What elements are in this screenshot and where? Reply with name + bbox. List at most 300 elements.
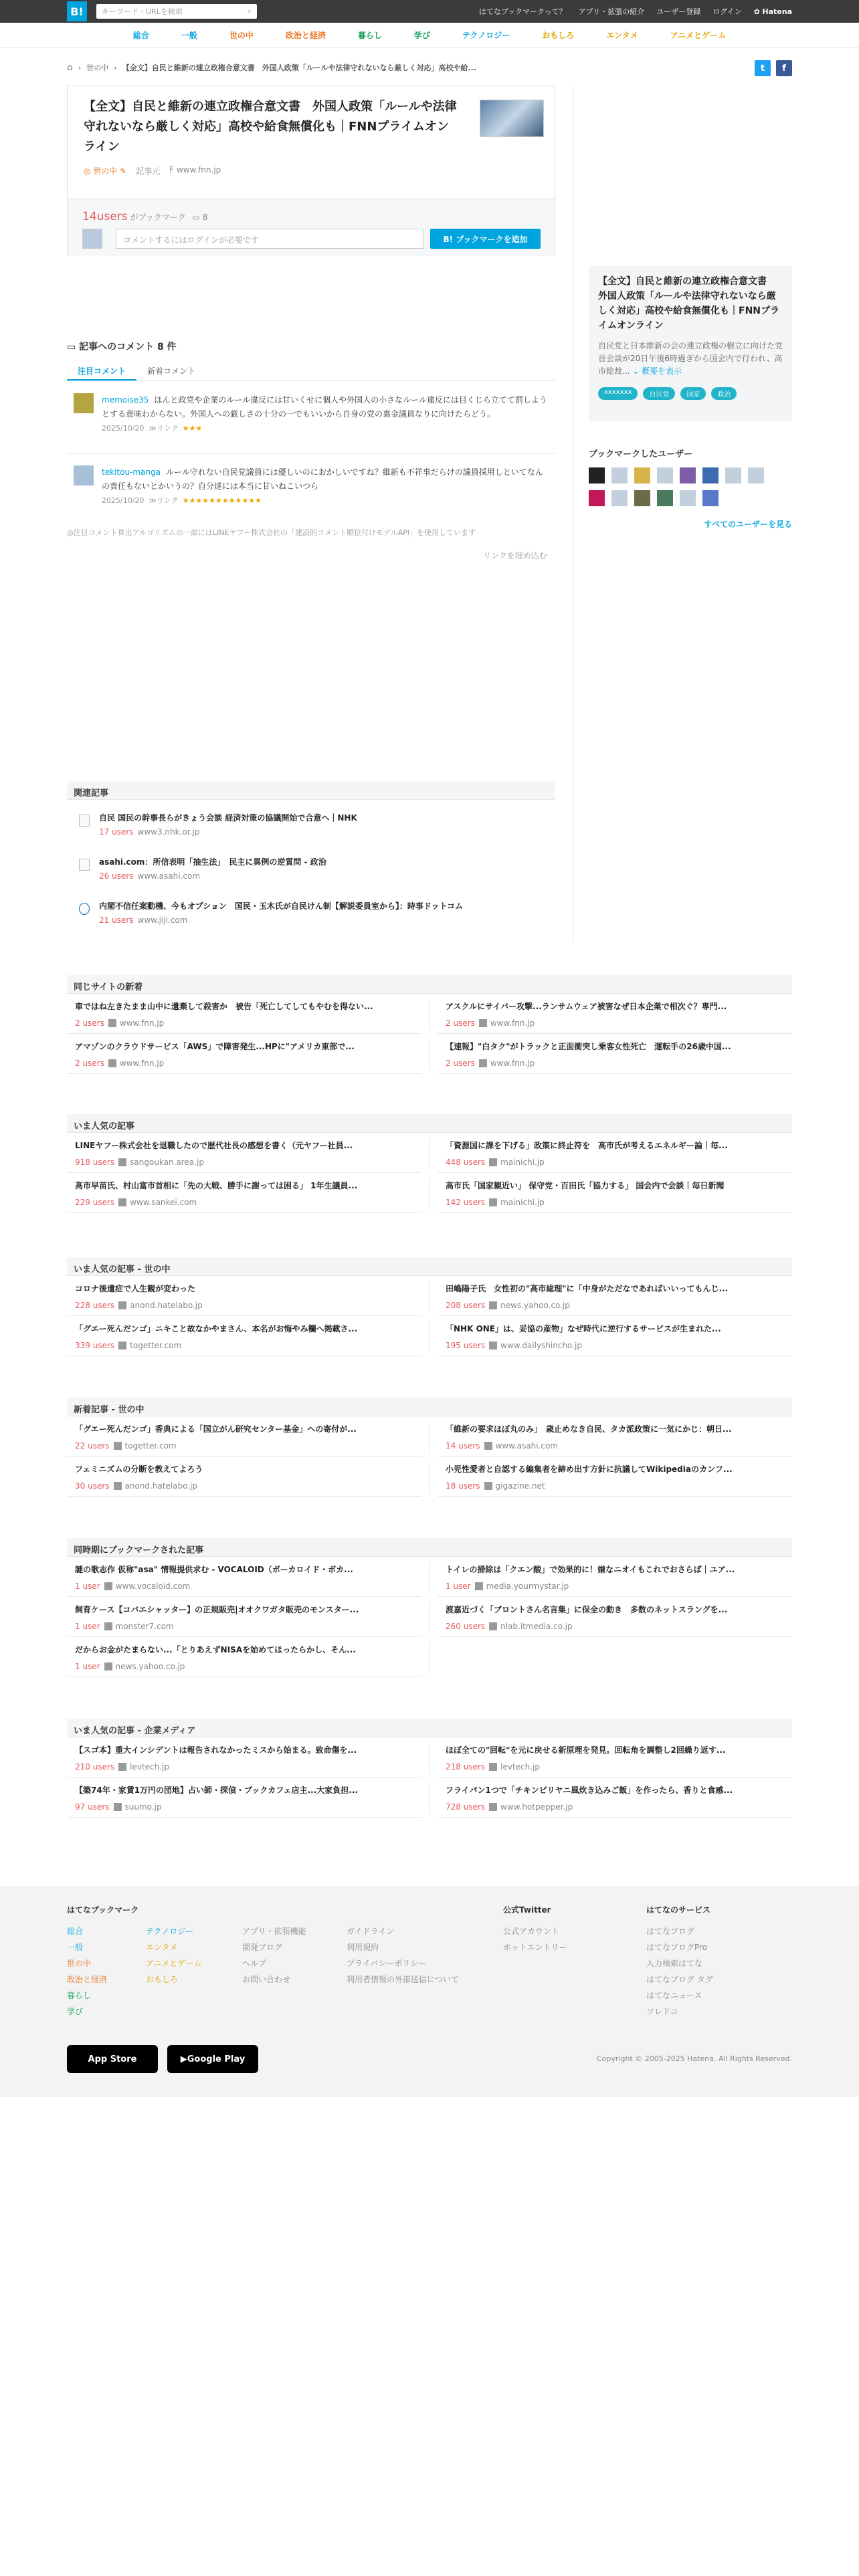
users-count[interactable]: 1 user (75, 1582, 100, 1591)
top-bar (0, 0, 859, 23)
summary-description: 自民党と日本維新の会の連立政権の樹立に向けた党首会談が20日午後6時過ぎから国会内で行われ、高市総裁... ⌄ 概要を表示 (598, 341, 783, 376)
avatar[interactable] (748, 467, 764, 484)
article-meta (446, 1198, 784, 1207)
article-item[interactable] (438, 1173, 792, 1213)
comment-link[interactable]: ≫リンク (149, 424, 179, 433)
footer-link[interactable]: はてなニュース (646, 1991, 702, 2000)
users-count[interactable]: 2 users (75, 1018, 104, 1028)
article-domain: www.fnn.jp (490, 1059, 535, 1068)
nav-knowledge[interactable]: 学び (413, 31, 430, 40)
article-meta (446, 1441, 784, 1451)
avatar (82, 229, 102, 249)
article-title[interactable]: 小児性愛者と自認する編集者を締め出す方針に抗議してWikipediaのカンフ... (446, 1465, 733, 1474)
article-title[interactable]: 「グエー死んだンゴ」ニキこと故なかやまさん、本名がお悔やみ欄へ掲載さ... (75, 1324, 358, 1333)
favicon-icon (489, 1158, 497, 1166)
article-title[interactable]: 「NHK ONE」は、妥協の産物」なぜ時代に逆行するサービスが生まれた... (446, 1324, 721, 1333)
favicon-icon (114, 1442, 122, 1450)
avatar[interactable] (634, 490, 650, 506)
hatena-brand[interactable]: ✿ Hatena (753, 7, 792, 16)
play-icon: ▶ (180, 2054, 187, 2064)
footer (0, 1886, 859, 2097)
entry-category[interactable]: ◎ 世の中 ✎ (84, 167, 127, 176)
comment-item (67, 465, 555, 512)
search-input[interactable] (96, 4, 257, 19)
footer-col-categories (67, 1902, 138, 2020)
comment-text: ルール守れない自民党議員には優しいのにおかしいですね？維新も不祥事だらけの議員採用しといてなんの責任もないとかいうの？自分達には本当に甘いねこいつら (102, 467, 543, 491)
article-title[interactable]: 渡嘉近づく「ブロントさん名言集」に保全の動き 多数のネットスラングを... (446, 1605, 728, 1614)
jiji-icon (79, 903, 90, 915)
article-item[interactable] (67, 1737, 421, 1778)
bookmark-area (68, 199, 555, 256)
comment-meta: 2025/10/20 ≫リンク ★★★ (102, 424, 203, 433)
section-heading: いま人気の記事 - 世の中 (67, 1257, 792, 1276)
document-icon (79, 859, 90, 871)
related-item[interactable]: asahi.com：所信表明「抽生法」 民主に異例の逆質問 - 政治 26 users www.asahi.com (67, 856, 555, 888)
embed-link[interactable]: リンクを埋め込む (483, 551, 547, 560)
article-title[interactable]: 「グエー死んだンゴ」香典による「国立がん研究センター基金」への寄付が... (75, 1424, 357, 1434)
nav-life[interactable]: 暮らし (357, 31, 382, 40)
article-title[interactable]: 「資源国に課を下げる」政策に終止符を 高市氏が考えるエネルギー論｜毎... (446, 1141, 728, 1150)
favicon-icon (118, 1198, 126, 1206)
favicon-icon (104, 1582, 112, 1590)
article-section (67, 1398, 792, 1497)
article-item[interactable] (438, 1737, 792, 1778)
article-domain: news.yahoo.co.jp (500, 1301, 570, 1310)
users-count[interactable]: 728 users (446, 1802, 486, 1812)
article-item[interactable] (67, 1133, 421, 1173)
users-count[interactable]: 14 users (446, 1441, 480, 1451)
footer-link[interactable]: 利用規約 (347, 1943, 379, 1952)
article-item[interactable] (67, 1597, 421, 1637)
users-count[interactable]: 18 users (446, 1481, 480, 1491)
fnn-favicon-icon: F (169, 165, 177, 175)
article-title[interactable]: 【築74年・家賃1万円の団地】占い師・探偵・ブックカフェ店主...大家負担... (75, 1786, 358, 1795)
footer-link[interactable]: お問い合わせ (242, 1975, 291, 1984)
article-domain: www.vocaloid.com (115, 1582, 191, 1591)
tag[interactable]: 自民党 (643, 387, 675, 400)
article-meta (75, 1481, 413, 1491)
article-domain: media.yourmystar.jp (486, 1582, 569, 1591)
article-title[interactable]: 高市早苗氏、村山富市首相に「先の大戦、勝手に謝っては困る」 1年生議員... (75, 1181, 358, 1190)
users-count[interactable]: 1 user (75, 1662, 100, 1671)
article-item[interactable] (67, 1416, 421, 1457)
article-item[interactable] (67, 1457, 421, 1497)
article-meta (75, 1802, 413, 1812)
article-item[interactable] (438, 1133, 792, 1173)
article-domain: gigazine.net (495, 1481, 545, 1491)
section-heading: いま人気の記事 (67, 1114, 792, 1133)
favicon-icon (108, 1059, 116, 1067)
avatar[interactable] (702, 467, 719, 484)
footer-link[interactable]: 暮らし (67, 1991, 92, 2000)
avatar[interactable] (657, 467, 673, 484)
comment-input[interactable]: コメントするにはログインが必要です (116, 229, 423, 249)
footer-heading: はてなのサービス (646, 1905, 711, 1915)
article-section (67, 1114, 792, 1213)
article-title[interactable]: 【速報】"白タク"がトラックと正面衝突し乗客女性死亡 運転手の26歳中国... (446, 1042, 731, 1051)
entry-box (67, 86, 555, 256)
article-title[interactable]: アスクルにサイバー攻撃...ランサムウェア被害なぜ日本企業で相次ぐ？専門... (446, 1002, 727, 1011)
hatena-bookmark-logo[interactable]: B! (67, 1, 87, 21)
users-count[interactable]: 448 users (446, 1158, 486, 1167)
chevron-right-icon: › (114, 63, 117, 72)
tab-new-comments[interactable]: 新着コメント (147, 366, 196, 376)
favicon-icon (489, 1622, 497, 1630)
favicon-icon (484, 1442, 492, 1450)
comment-body (102, 393, 550, 435)
favicon-icon (114, 1482, 122, 1490)
article-domain: togetter.com (124, 1441, 177, 1451)
article-domain: www.fnn.jp (119, 1018, 165, 1028)
article-meta (75, 1582, 413, 1591)
footer-link[interactable]: はてなブログ (646, 1927, 695, 1936)
google-play-button[interactable]: ▶ Google Play (167, 2045, 258, 2073)
footer-col-services (646, 1902, 713, 2020)
comment-user[interactable]: tekitou-manga (102, 467, 161, 477)
users-count[interactable]: 228 users (75, 1301, 115, 1310)
show-summary-link[interactable]: ⌄ 概要を表示 (632, 366, 682, 376)
favicon-icon (489, 1301, 497, 1309)
copyright: Copyright © 2005-2025 Hatena. All Rights Reserved. (596, 2054, 792, 2063)
avatar[interactable] (680, 490, 696, 506)
users-count[interactable]: 14users (82, 210, 128, 223)
footer-link[interactable]: エンタメ (146, 1943, 178, 1952)
about-link[interactable]: はてなブックマークって？ (478, 7, 567, 16)
article-grid (67, 1557, 792, 1677)
article-meta (446, 1059, 784, 1068)
article-title[interactable]: コロナ後遺症で人生観が変わった (75, 1284, 195, 1293)
footer-col-info (242, 1923, 306, 1988)
section-heading: いま人気の記事 - 企業メディア (67, 1719, 792, 1737)
comment-icon: ▭ (67, 342, 80, 352)
footer-col-twitter (503, 1902, 567, 1955)
category-nav (0, 23, 859, 48)
article-grid (67, 1133, 792, 1213)
tag[interactable]: 国家 (680, 387, 706, 400)
article-domain: www.dailyshincho.jp (500, 1341, 582, 1350)
avatar[interactable] (611, 490, 628, 506)
article-item[interactable] (438, 994, 792, 1034)
users-count[interactable]: 918 users (75, 1158, 115, 1167)
article-item[interactable] (438, 1034, 792, 1074)
comment-icon: ▭ (192, 213, 200, 222)
users-count[interactable]: 208 users (446, 1301, 486, 1310)
pencil-icon: ✎ (117, 167, 127, 176)
article-item[interactable] (438, 1778, 792, 1818)
footer-link[interactable]: ガイドライン (347, 1927, 395, 1936)
article-title[interactable]: ほぼ全ての"回転"を元に戻せる新原理を発見。回転角を調整し2回繰り返す... (446, 1745, 726, 1755)
article-title[interactable]: 「維新の要求ほぼ丸のみ」 歳止めなき自民、タカ派政策に一気にかじ：朝日... (446, 1424, 732, 1434)
article-meta (75, 1662, 413, 1671)
footer-link[interactable]: ホットエントリー (503, 1943, 567, 1952)
bookmarked-users (589, 447, 792, 530)
article-domain: monster7.com (115, 1622, 174, 1631)
users-count[interactable]: 210 users (75, 1762, 115, 1772)
star-rating[interactable]: ★★★ (182, 424, 203, 433)
nav-fun[interactable]: おもしろ (542, 31, 575, 40)
article-title[interactable]: LINEヤフー株式会社を退職したので歴代社長の感想を書く（元ヤフー社員... (75, 1141, 353, 1150)
favicon-icon (479, 1019, 487, 1027)
nav-economics[interactable]: 政治と経済 (285, 31, 326, 40)
related-item[interactable]: 内閣不信任案動機、今もオプション 国民・玉木氏が自民けん制【解説委員室から】：時事ドットコム 21 users www.jiji.com (67, 900, 555, 932)
avatar[interactable] (74, 393, 94, 413)
article-item[interactable] (67, 994, 421, 1034)
article-meta (446, 1158, 784, 1167)
favicon-icon (104, 1662, 112, 1671)
comment-algorithm-note: ◎注目コメント算出アルゴリズムの一部にはLINEヤフー株式会社の「建設的コメント順位付けモデルAPI」を使用しています (67, 528, 476, 537)
article-item[interactable] (438, 1457, 792, 1497)
all-users-link[interactable]: すべてのユーザーを見る (704, 520, 792, 529)
article-domain: togetter.com (130, 1341, 182, 1350)
related-item[interactable]: 自民 国民の幹事長らがきょう会談 経済対策の協議開始で合意へ｜NHK 17 users www3.nhk.or.jp (67, 812, 555, 844)
footer-heading: はてなブックマーク (67, 1905, 139, 1915)
apps-link[interactable]: アプリ・拡張の紹介 (578, 7, 645, 16)
avatar[interactable] (725, 467, 741, 484)
users-count[interactable]: 22 users (75, 1441, 110, 1451)
avatar[interactable] (680, 467, 696, 484)
users-count[interactable]: 2 users (446, 1059, 475, 1068)
article-domain: www.fnn.jp (490, 1018, 535, 1028)
footer-link[interactable]: おもしろ (146, 1975, 179, 1984)
footer-link[interactable]: はてなブログPro (646, 1943, 708, 1952)
comment-count: 8 (202, 213, 208, 222)
comment-link[interactable]: ≫リンク (149, 496, 179, 505)
article-meta (446, 1301, 784, 1310)
chevron-right-icon: › (78, 63, 82, 72)
favicon-icon (118, 1763, 126, 1771)
avatar[interactable] (611, 467, 628, 484)
article-domain: mainichi.jp (500, 1198, 545, 1207)
article-meta (75, 1301, 413, 1310)
article-title[interactable]: 高市氏「国家観近い」 保守党・百田氏「協力する」 国会内で会談｜毎日新聞 (446, 1181, 725, 1190)
users-count[interactable]: 2 users (446, 1018, 475, 1028)
entry-source-label: 記事元 (136, 167, 161, 176)
chevron-down-icon: ⌄ (632, 366, 642, 376)
summary-title: 【全文】自民と維新の連立政権合意文書 外国人政策「ルールや法律守れないなら厳しく対応」高校や給食無償化も｜FNNプライムオンライン (598, 276, 779, 331)
users-count[interactable]: 1 user (446, 1582, 471, 1591)
users-count[interactable]: 339 users (75, 1341, 115, 1350)
divider (67, 453, 555, 454)
tag[interactable]: 政治 (711, 387, 737, 400)
article-item[interactable] (67, 1173, 421, 1213)
section-heading: 新着記事 - 世の中 (67, 1398, 792, 1416)
users-count[interactable]: 97 users (75, 1802, 110, 1812)
article-title[interactable]: アマゾンのクラウドサービス「AWS」で障害発生...HPに"アメリカ東部で... (75, 1042, 355, 1051)
section-heading: 同時期にブックマークされた記事 (67, 1538, 792, 1557)
article-domain: nlab.itmedia.co.jp (500, 1622, 573, 1631)
article-item[interactable] (67, 1778, 421, 1818)
article-section (67, 1719, 792, 1818)
article-item[interactable] (438, 1276, 792, 1316)
article-item[interactable] (67, 1557, 421, 1597)
favicon-icon (118, 1341, 126, 1350)
users-count[interactable]: 260 users (446, 1622, 486, 1631)
article-title[interactable]: フェミニズムの分断を教えてよろう (75, 1465, 203, 1474)
star-rating[interactable]: ★★★★★★★★★★★★ (182, 496, 262, 505)
article-meta (75, 1441, 413, 1451)
article-title[interactable]: トイレの掃除は「クエン酸」で効果的に！嫌なニオイもこれでおさらば｜ユア... (446, 1565, 735, 1574)
article-title[interactable]: 飼育ケース【コバエシャッター】の正規販売|オオクワガタ販売のモンスター... (75, 1605, 359, 1614)
search-icon[interactable]: ⌕ (247, 7, 252, 15)
article-grid (67, 1276, 792, 1356)
article-title[interactable]: フライパン1つで「チキンピリヤニ風炊き込みご飯」を作ったら、香りと食感... (446, 1786, 733, 1795)
app-store-button[interactable]: App Store (67, 2045, 158, 2073)
nav-entertainment[interactable]: エンタメ (606, 31, 638, 40)
favicon-icon (489, 1341, 497, 1350)
related-articles (67, 781, 555, 932)
nav-ippan[interactable]: 一般 (181, 31, 197, 40)
footer-link[interactable]: テクノロジー (146, 1927, 194, 1936)
article-section (67, 1257, 792, 1356)
signup-link[interactable]: ユーザー登録 (656, 7, 701, 16)
users-count[interactable]: 142 users (446, 1198, 486, 1207)
article-meta (446, 1481, 784, 1491)
footer-link[interactable]: 開発ブログ (242, 1943, 283, 1952)
avatar[interactable] (589, 467, 605, 484)
search-placeholder: キーワード・URLを検索 (102, 7, 183, 16)
article-domain: anond.hatelabo.jp (130, 1301, 203, 1310)
users-count[interactable]: 2 users (75, 1059, 104, 1068)
article-domain: www.hotpepper.jp (500, 1802, 573, 1812)
article-domain: www.fnn.jp (119, 1059, 165, 1068)
article-meta (446, 1582, 784, 1591)
footer-link[interactable]: プライバシーポリシー (347, 1959, 427, 1968)
favicon-icon (475, 1582, 483, 1590)
tag[interactable]: xxxxxxx (598, 387, 638, 400)
article-meta (446, 1622, 784, 1631)
entry-summary-box (589, 266, 792, 421)
favicon-icon (479, 1059, 487, 1067)
footer-link[interactable]: はてなブログ タグ (646, 1975, 713, 1984)
article-domain: anond.hatelabo.jp (124, 1481, 198, 1491)
footer-link[interactable]: 学び (67, 2007, 84, 2016)
footer-link[interactable]: アニメとゲーム (146, 1959, 202, 1968)
comment-tabs (67, 361, 555, 381)
section-heading: 同じサイトの新着 (67, 975, 792, 994)
share-buttons (755, 60, 792, 76)
article-item[interactable] (438, 1597, 792, 1637)
article-title[interactable]: 車ではね左きたまま山中に遺棄して殺害か 被告「死亡してしてもやむを得ない... (75, 1002, 373, 1011)
nav-game[interactable]: アニメとゲーム (670, 31, 727, 40)
article-section (67, 1538, 792, 1677)
favicon-icon (114, 1803, 122, 1811)
article-item[interactable] (438, 1416, 792, 1457)
comment-meta: 2025/10/20 ≫リンク ★★★★★★★★★★★★ (102, 496, 262, 505)
favicon-icon (489, 1198, 497, 1206)
footer-link[interactable]: 利用者情報の外部送信について (347, 1975, 459, 1984)
section-heading: 関連記事 (67, 781, 555, 800)
article-domain: levtech.jp (500, 1762, 541, 1772)
article-title[interactable]: 田嶋陽子氏 女性初の"高市総理"に「中身がただなであればいいってもんじ... (446, 1284, 729, 1293)
users-count[interactable]: 195 users (446, 1341, 486, 1350)
footer-col-categories-2 (146, 1923, 201, 1988)
favicon-icon (118, 1301, 126, 1309)
article-title[interactable]: だからお金がたまらない...「とりあえずNISAを始めてほったらかし、そん... (75, 1645, 356, 1654)
document-icon (79, 815, 90, 827)
article-grid (67, 1737, 792, 1818)
footer-heading: 公式Twitter (503, 1905, 551, 1915)
favicon-icon (118, 1158, 126, 1166)
breadcrumb-title: 【全文】自民と維新の連立政権合意文書 外国人政策「ルールや法律守れないなら厳しく対応」高校や給... (122, 64, 477, 72)
avatar[interactable] (634, 467, 650, 484)
footer-link[interactable]: 世の中 (67, 1959, 92, 1968)
article-item[interactable] (67, 1034, 421, 1074)
article-item[interactable] (67, 1276, 421, 1316)
footer-link[interactable]: 政治と経済 (67, 1975, 108, 1984)
users-count[interactable]: 30 users (75, 1481, 110, 1491)
globe-icon: ◎ (84, 167, 94, 176)
users-count[interactable]: 1 user (75, 1622, 100, 1631)
users-count[interactable]: 229 users (75, 1198, 115, 1207)
article-meta (446, 1341, 784, 1350)
comment-user[interactable]: memoise35 (102, 395, 149, 405)
avatar[interactable] (74, 465, 94, 486)
article-meta (446, 1802, 784, 1812)
article-item[interactable] (438, 1557, 792, 1597)
breadcrumb (67, 59, 792, 76)
favicon-icon (484, 1482, 492, 1490)
footer-link[interactable]: ソレドコ (646, 2007, 678, 2016)
add-bookmark-button[interactable]: B! ブックマークを追加 (430, 229, 541, 249)
tab-featured-comments[interactable]: 注目コメント (67, 361, 136, 381)
article-item[interactable] (438, 1316, 792, 1356)
bookmark-count: 14users がブックマーク ▭ 8 (82, 210, 208, 223)
user-avatar-grid (589, 467, 792, 506)
entry-title[interactable]: 【全文】自民と維新の連立政権合意文書 外国人政策「ルールや法律守れないなら厳しく対応」高校や給食無償化も｜FNNプライムオンライン (84, 100, 457, 154)
bookmarked-users-title: ブックマークしたユーザー (589, 449, 693, 459)
article-item[interactable] (67, 1637, 421, 1677)
avatar[interactable] (657, 490, 673, 506)
footer-link[interactable]: 人力検索はてな (646, 1959, 703, 1968)
article-domain: mainichi.jp (500, 1158, 545, 1167)
avatar[interactable] (702, 490, 719, 506)
comment-text: ほんと政党や企業のルール違反には甘いくせに個人や外国人の小さなルール違反には目くじら立てて罰しようとする意味わからない。外国人への厳しさの十分の一でもいいから自身の党の裏金議員なりに向けたらどう。 (102, 395, 547, 419)
footer-link[interactable]: アプリ・拡張機能 (242, 1927, 306, 1936)
nav-general[interactable]: 総合 (132, 31, 149, 40)
comment-body (102, 465, 550, 508)
footer-link[interactable]: 一般 (67, 1943, 84, 1952)
login-link[interactable]: ログイン (712, 7, 742, 16)
twitter-icon[interactable]: t (755, 60, 771, 76)
article-meta (75, 1018, 413, 1028)
favicon-icon (104, 1622, 112, 1630)
footer-link[interactable]: 公式アカウント (503, 1927, 559, 1936)
article-section (67, 975, 792, 1074)
article-grid (67, 1416, 792, 1497)
article-title[interactable]: 謎の歌志作 仮称"asa" 情報提供求む - VOCALOID（ボーカロイド・ボカ... (75, 1565, 353, 1574)
breadcrumb-category[interactable]: 世の中 (86, 64, 109, 72)
entry-meta (84, 165, 221, 177)
entry-domain[interactable]: F www.fnn.jp (169, 165, 221, 175)
facebook-icon[interactable]: f (776, 60, 792, 76)
footer-link[interactable]: 総合 (67, 1927, 84, 1936)
article-title[interactable]: 【スゴ本】重大インシデントは報告されなかったミスから始まる。致命傷を... (75, 1745, 357, 1755)
article-domain: sangoukan.area.jp (130, 1158, 204, 1167)
entry-thumbnail[interactable] (480, 100, 544, 137)
footer-link[interactable]: ヘルプ (242, 1959, 267, 1968)
article-grid (67, 994, 792, 1074)
favicon-icon (108, 1019, 116, 1027)
home-icon[interactable]: ⌂ (67, 62, 73, 73)
nav-social[interactable]: 世の中 (229, 31, 254, 40)
favicon-icon (489, 1803, 497, 1811)
favicon-icon (489, 1763, 497, 1771)
users-count[interactable]: 218 users (446, 1762, 486, 1772)
avatar[interactable] (589, 490, 605, 506)
nav-it[interactable]: テクノロジー (462, 31, 510, 40)
article-item[interactable] (67, 1316, 421, 1356)
article-domain: suumo.jp (124, 1802, 162, 1812)
